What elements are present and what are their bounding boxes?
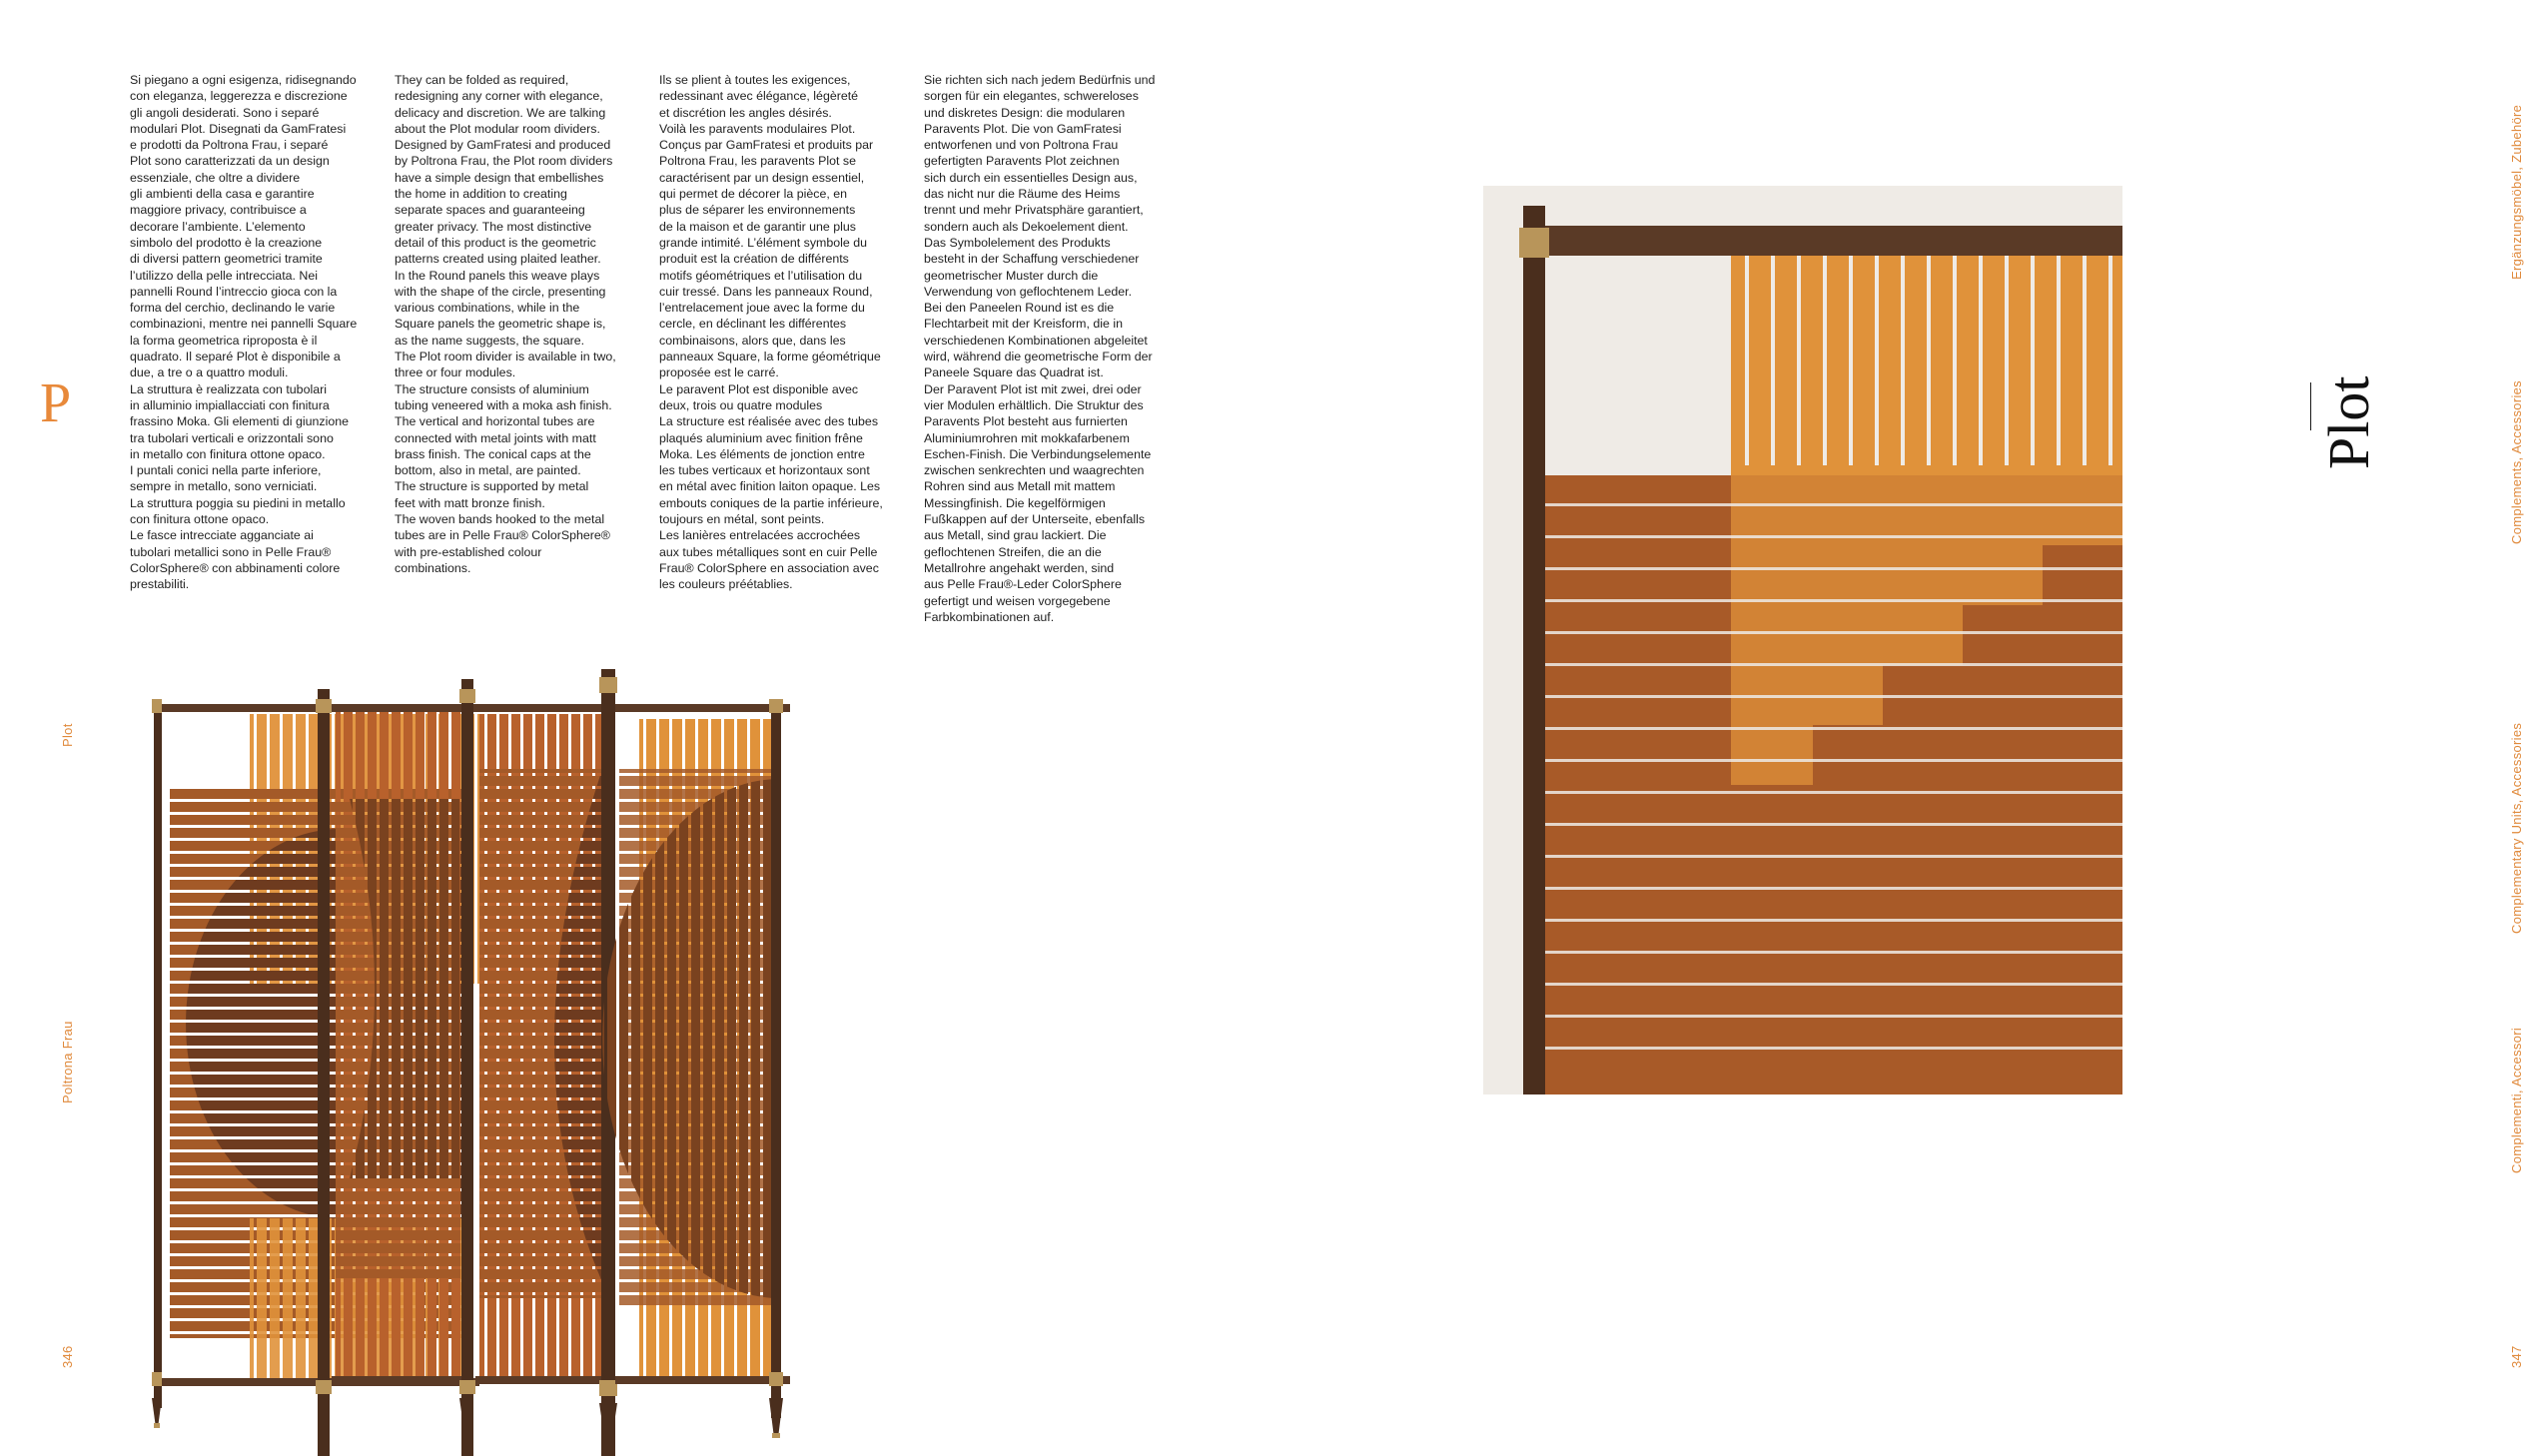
section-initial: P <box>40 372 72 434</box>
horizontal-leather-strips <box>1543 475 2122 1094</box>
product-photo-detail <box>1483 186 2122 1094</box>
divider-panel-3 <box>475 704 615 1384</box>
divider-post <box>1523 206 1545 1094</box>
side-label-brand: Poltrona Frau <box>60 1021 75 1103</box>
left-page <box>0 0 1249 1456</box>
body-text-fr: Ils se plient à toutes les exigences, redessinant avec élégance, légèreté et discrétion les angles désirés. Voilà les paravents modulaires Plot. Conçus par GamFratesi et produits par Poltrona Frau, les paravents Plot se caractérisent par un design essentiel, qui permet de décorer la pièce, en plus de séparer les environnements de la maison et de garantir une plus grande intimité. L’élément symbole du produit est la création de différents motifs géométriques et l’utilisation du cuir tressé. Dans les panneaux Round, l’entrelacement joue avec la forme du cercle, en déclinant les différentes combinaisons, alors que, dans les panneaux Square, la forme géométrique proposée est le carré. Le paravent Plot est disponible avec deux, trois ou quatre modules La structure est réalisée avec des tubes plaqués aluminium avec finition frêne Moka. Les éléments de jonction entre les tubes verticaux et horizontaux sont en métal avec finition laiton opaque. Les embouts coniques de la partie inférieure, toujours en métal, sont peints. Les lanières entrelacées accrochées aux tubes métalliques sont en cuir Pelle Frau® ColorSphere en association avec les couleurs préétablies. <box>659 73 883 592</box>
body-text-it: Si piegano a ogni esigenza, ridisegnando con eleganza, leggerezza e discrezione gli angoli desiderati. Sono i separé modulari Plot. Disegnati da GamFratesi e prodotti da Poltrona Frau, i separé Plot sono caratterizzati da un design essenziale, che oltre a dividere gli ambienti della casa e garantire maggiore privacy, contribuisce a decorare l’ambiente. L’elemento simbolo del prodotto è la creazione di diversi pattern geometrici tramite l’utilizzo della pelle intrecciata. Nei pannelli Round l’intreccio gioca con la forma del cerchio, declinando le varie combinazioni, mentre nei pannelli Square la forma geometrica riproposta è il quadrato. Il separé Plot è disponibile a due, a tre o a quattro moduli. La struttura è realizzata con tubolari in alluminio impiallacciati con finitura frassino Moka. Gli elementi di giunzione tra tubolari verticali e orizzontali sono in metallo con finitura ottone opaco. I puntali conici nella parte inferiore, sempre in metallo, sono verniciati. La struttura poggia su piedini in metallo con finitura ottone opaco. Le fasce intrecciate agganciate ai tubolari metallici sono in Pelle Frau® ColorSphere® con abbinamenti colore prestabiliti. <box>130 73 358 592</box>
text-column-german <box>924 72 1189 625</box>
text-column-italian <box>130 72 380 593</box>
side-label-german: Ergänzungsmöbel, Zubehöre <box>2509 104 2524 280</box>
page-title: Plot <box>2316 375 2381 469</box>
product-photo-room-divider <box>140 659 1209 1428</box>
divider-panel-4 <box>602 699 790 1438</box>
body-text-en: They can be folded as required, redesigning any corner with elegance, delicacy and discretion. We are talking about the Plot modular room dividers. Designed by GamFratesi and produced by Poltrona Frau, the Plot room dividers have a simple design that embellishes the home in addition to creating separate spaces and guaranteeing greater privacy. The most distinctive detail of this product is the geometric patterns created using plaited leather. In the Round panels this weave plays with the shape of the circle, presenting various combinations, while in the Square panels the geometric shape is, as the name suggests, the square. The Plot room divider is available in two, three or four modules. The structure consists of aluminium tubing veneered with a moka ash finish. The vertical and horizontal tubes are connected with metal joints with matt brass finish. The conical caps at the bottom, also in metal, are painted. The structure is supported by metal feet with matt bronze finish. The woven bands hooked to the metal tubes are in Pelle Frau® ColorSphere® with pre-established colour combinations. <box>395 73 616 575</box>
side-label-english: Complementary Units, Accessories <box>2509 722 2524 934</box>
divider-post-1 <box>316 689 332 1456</box>
brass-joint <box>1519 228 1549 258</box>
divider-panel-2 <box>332 704 466 1384</box>
body-text-de: Sie richten sich nach jedem Bedürfnis und sorgen für ein elegantes, schwereloses und diskretes Design: die modularen Paravents Plot. Die von GamFratesi entworfenen und von Poltrona Frau gefertigten Paravents Plot zeichnen sich durch ein essentielles Design aus, das nicht nur die Räume des Heims trennt und mehr Privatsphäre garantiert, sondern auch als Dekoelement dient. Das Symbolelement des Produkts besteht in der Schaffung verschiedener geometrischer Muster durch die Verwendung von geflochtenem Leder. Bei den Paneelen Round ist es die Flechtarbeit mit der Kreisform, die in verschiedenen Kombinationen abgeleitet wird, während die geometrische Form der Paneele Square das Quadrat ist. Der Paravent Plot ist mit zwei, drei oder vier Modulen erhältlich. Die Struktur des Paravents Plot besteht aus furnierten Aluminiumrohren mit mokkafarbenem Eschen-Finish. Die Verbindungselemente zwischen senkrechten und waagrechten Rohren sind aus Metall mit mattem Messingfinish. Die kegelförmigen Fußkappen auf der Unterseite, ebenfalls aus Metall, sind grau lackiert. Die geflochtenen Streifen, die an die Metallrohre angehakt werden, sind aus Pelle Frau®-Leder ColorSphere gefertigt und weisen vorgegebene Farbkombinationen auf. <box>924 73 1156 624</box>
room-divider-illustration <box>140 659 1209 1428</box>
side-label-product: Plot <box>60 723 75 747</box>
side-label-italian: Complementi, Accessori <box>2509 1027 2524 1173</box>
page-number-left: 346 <box>60 1345 75 1368</box>
text-column-french <box>659 72 909 593</box>
page-number-right: 347 <box>2509 1345 2524 1368</box>
divider-closeup-illustration <box>1483 186 2122 1094</box>
title-rule <box>2310 382 2311 430</box>
divider-post-2 <box>459 679 475 1456</box>
text-column-english <box>395 72 644 576</box>
side-label-french: Complements, Accessories <box>2509 380 2524 544</box>
